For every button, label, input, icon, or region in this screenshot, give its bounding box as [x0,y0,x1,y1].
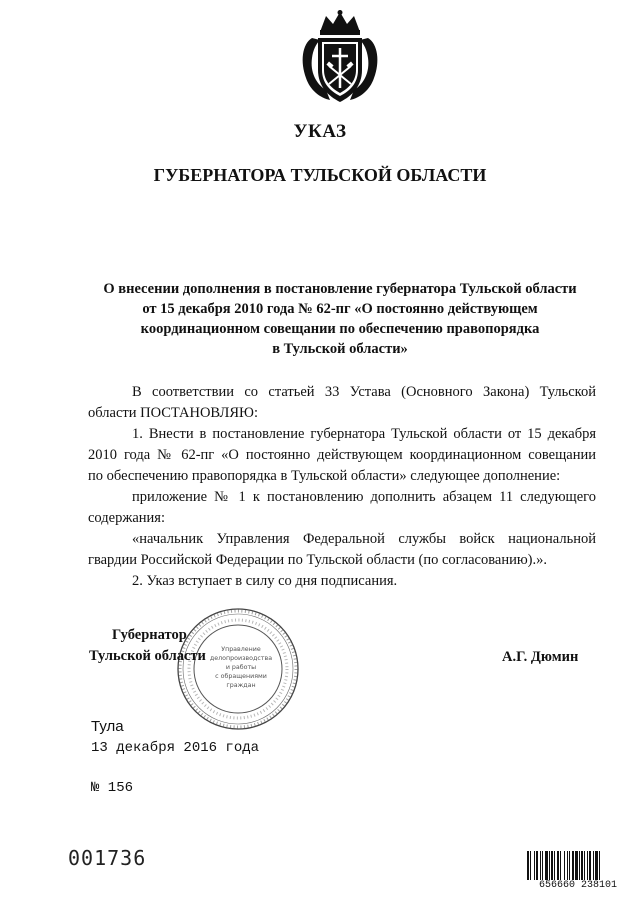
subject-line: в Тульской области» [272,341,408,357]
issue-date: 13 декабря 2016 года [91,740,260,756]
subject-line: от 15 декабря 2010 года № 62-пг «О постоянно действующем [142,301,538,317]
barcode-number: 656660 238101 [526,880,630,891]
issue-city: Тула [91,718,124,735]
subject-line: координационном совещании по обеспечению правопорядка [140,321,540,337]
decree-body [88,382,596,592]
body-line: содержания: [88,510,166,526]
issuer-title: ГУБЕРНАТОРА ТУЛЬСКОЙ ОБЛАСТИ [153,165,487,185]
body-line: 2010 года № 62-пг «О постоянно действующем координационном совещании [88,447,596,463]
decree-subject [70,279,610,359]
subject-line: О внесении дополнения в постановление губернатора Тульской области [103,281,577,297]
stamp-line: граждан [226,682,256,689]
document-type-title: УКАЗ [293,121,347,142]
stamp-line: с обращениями [215,673,267,680]
stamp-inscription [200,645,282,690]
stamp-line: делопроизводства [209,655,273,662]
tula-coat-of-arms-icon [298,10,382,106]
stamp-line: и работы [225,664,257,671]
body-line: области ПОСТАНОВЛЯЮ: [88,405,258,421]
position-line: Тульской области [89,648,206,664]
signatory-name: А.Г. Дюмин [502,649,579,665]
body-line: по обеспечению правопорядка в Тульской области» следующее дополнение: [88,468,561,484]
signatory-position [89,625,206,667]
body-line: гвардии Российской Федерации по Тульской области (по согласованию).». [88,552,548,568]
body-line: «начальник Управления Федеральной службы войск национальной [132,531,596,547]
body-line: приложение № 1 к постановлению дополнить абзацем 11 следующего [132,489,596,505]
stamp-line: Управление [221,646,261,653]
position-line: Губернатор [112,627,187,643]
body-line: В соответствии со статьей 33 Устава (Основного Закона) Тульской [132,384,596,400]
decree-number: № 156 [91,780,134,796]
form-serial-number: 001736 [68,846,147,870]
body-line: 2. Указ вступает в силу со дня подписания. [132,573,398,589]
body-line: 1. Внести в постановление губернатора Тульской области от 15 декабря [132,426,596,442]
